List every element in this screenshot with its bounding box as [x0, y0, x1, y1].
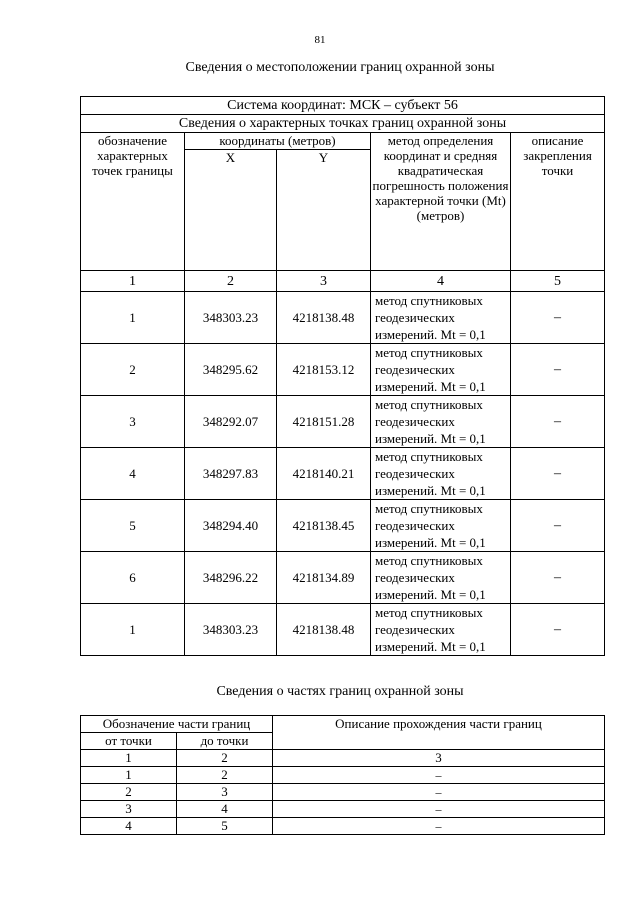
from-point-cell: 2 [81, 784, 177, 801]
method-cell: метод спутниковых геодезических измерений. Mt = 0,1 [371, 448, 511, 500]
boundary-parts-table [80, 715, 605, 835]
col-number: 5 [511, 271, 605, 292]
description-cell: – [511, 500, 605, 552]
page-title: Сведения о местоположении границ охранной зоны [185, 60, 495, 75]
method-cell: метод спутниковых геодезических измерений. Mt = 0,1 [371, 396, 511, 448]
y-coordinate-cell: 4218151.28 [277, 396, 371, 448]
to-point-cell: 2 [177, 767, 273, 784]
passage-description-cell: – [273, 767, 605, 784]
passage-description-cell: – [273, 801, 605, 818]
col-method-header: метод определения координат и средняя квадратическая погрешность положения характерной точки (Mt) (метров) [371, 133, 511, 271]
description-cell: – [511, 448, 605, 500]
table-row [81, 818, 605, 835]
section-header: Сведения о характерных точках границ охранной зоны [81, 115, 605, 133]
coordinate-system-header: Система координат: МСК – субъект 56 [81, 97, 605, 115]
description-cell: – [511, 604, 605, 656]
col-number: 1 [81, 750, 177, 767]
passage-description-cell: – [273, 784, 605, 801]
description-cell: – [511, 396, 605, 448]
y-coordinate-cell: 4218138.45 [277, 500, 371, 552]
table-row [81, 604, 605, 656]
y-coordinate-cell: 4218138.48 [277, 292, 371, 344]
col-number: 3 [273, 750, 605, 767]
y-coordinate-cell: 4218138.48 [277, 604, 371, 656]
point-number-cell: 1 [81, 292, 185, 344]
point-number-cell: 4 [81, 448, 185, 500]
x-coordinate-cell: 348303.23 [185, 292, 277, 344]
to-point-cell: 3 [177, 784, 273, 801]
passage-description-cell: – [273, 818, 605, 835]
table-row [81, 292, 605, 344]
x-coordinate-cell: 348297.83 [185, 448, 277, 500]
method-cell: метод спутниковых геодезических измерений. Mt = 0,1 [371, 604, 511, 656]
description-cell: – [511, 344, 605, 396]
col-designation-header: Обозначение части границ [81, 716, 273, 733]
table-row [81, 448, 605, 500]
point-number-cell: 2 [81, 344, 185, 396]
from-point-cell: 4 [81, 818, 177, 835]
col-x-header: X [185, 150, 277, 271]
x-coordinate-cell: 348303.23 [185, 604, 277, 656]
from-point-cell: 1 [81, 767, 177, 784]
table-row [81, 396, 605, 448]
parts-section-title: Сведения о частях границ охранной зоны [216, 684, 464, 699]
method-cell: метод спутниковых геодезических измерений. Mt = 0,1 [371, 344, 511, 396]
col-point-designation-header: обозначение характерных точек границы [81, 133, 185, 271]
col-number: 2 [177, 750, 273, 767]
col-number: 2 [185, 271, 277, 292]
table-row [81, 801, 605, 818]
table-row [81, 552, 605, 604]
table-row [81, 767, 605, 784]
col-passage-description-header: Описание прохождения части границ [273, 716, 605, 750]
col-coordinates-header: координаты (метров) [185, 133, 371, 150]
col-description-header: описание закрепления точки [511, 133, 605, 271]
col-number: 4 [371, 271, 511, 292]
to-point-cell: 5 [177, 818, 273, 835]
point-number-cell: 6 [81, 552, 185, 604]
description-cell: – [511, 292, 605, 344]
from-point-cell: 3 [81, 801, 177, 818]
method-cell: метод спутниковых геодезических измерений. Mt = 0,1 [371, 292, 511, 344]
col-y-header: Y [277, 150, 371, 271]
method-cell: метод спутниковых геодезических измерений. Mt = 0,1 [371, 500, 511, 552]
method-cell: метод спутниковых геодезических измерений. Mt = 0,1 [371, 552, 511, 604]
y-coordinate-cell: 4218140.21 [277, 448, 371, 500]
col-number: 1 [81, 271, 185, 292]
x-coordinate-cell: 348295.62 [185, 344, 277, 396]
to-point-cell: 4 [177, 801, 273, 818]
col-to-point-header: до точки [177, 733, 273, 750]
coordinates-table [80, 96, 605, 656]
table-row [81, 784, 605, 801]
table-row [81, 500, 605, 552]
page-number: 81 [314, 34, 326, 46]
point-number-cell: 1 [81, 604, 185, 656]
col-number: 3 [277, 271, 371, 292]
point-number-cell: 5 [81, 500, 185, 552]
point-number-cell: 3 [81, 396, 185, 448]
table-row [81, 344, 605, 396]
col-from-point-header: от точки [81, 733, 177, 750]
x-coordinate-cell: 348296.22 [185, 552, 277, 604]
y-coordinate-cell: 4218134.89 [277, 552, 371, 604]
x-coordinate-cell: 348294.40 [185, 500, 277, 552]
description-cell: – [511, 552, 605, 604]
x-coordinate-cell: 348292.07 [185, 396, 277, 448]
y-coordinate-cell: 4218153.12 [277, 344, 371, 396]
